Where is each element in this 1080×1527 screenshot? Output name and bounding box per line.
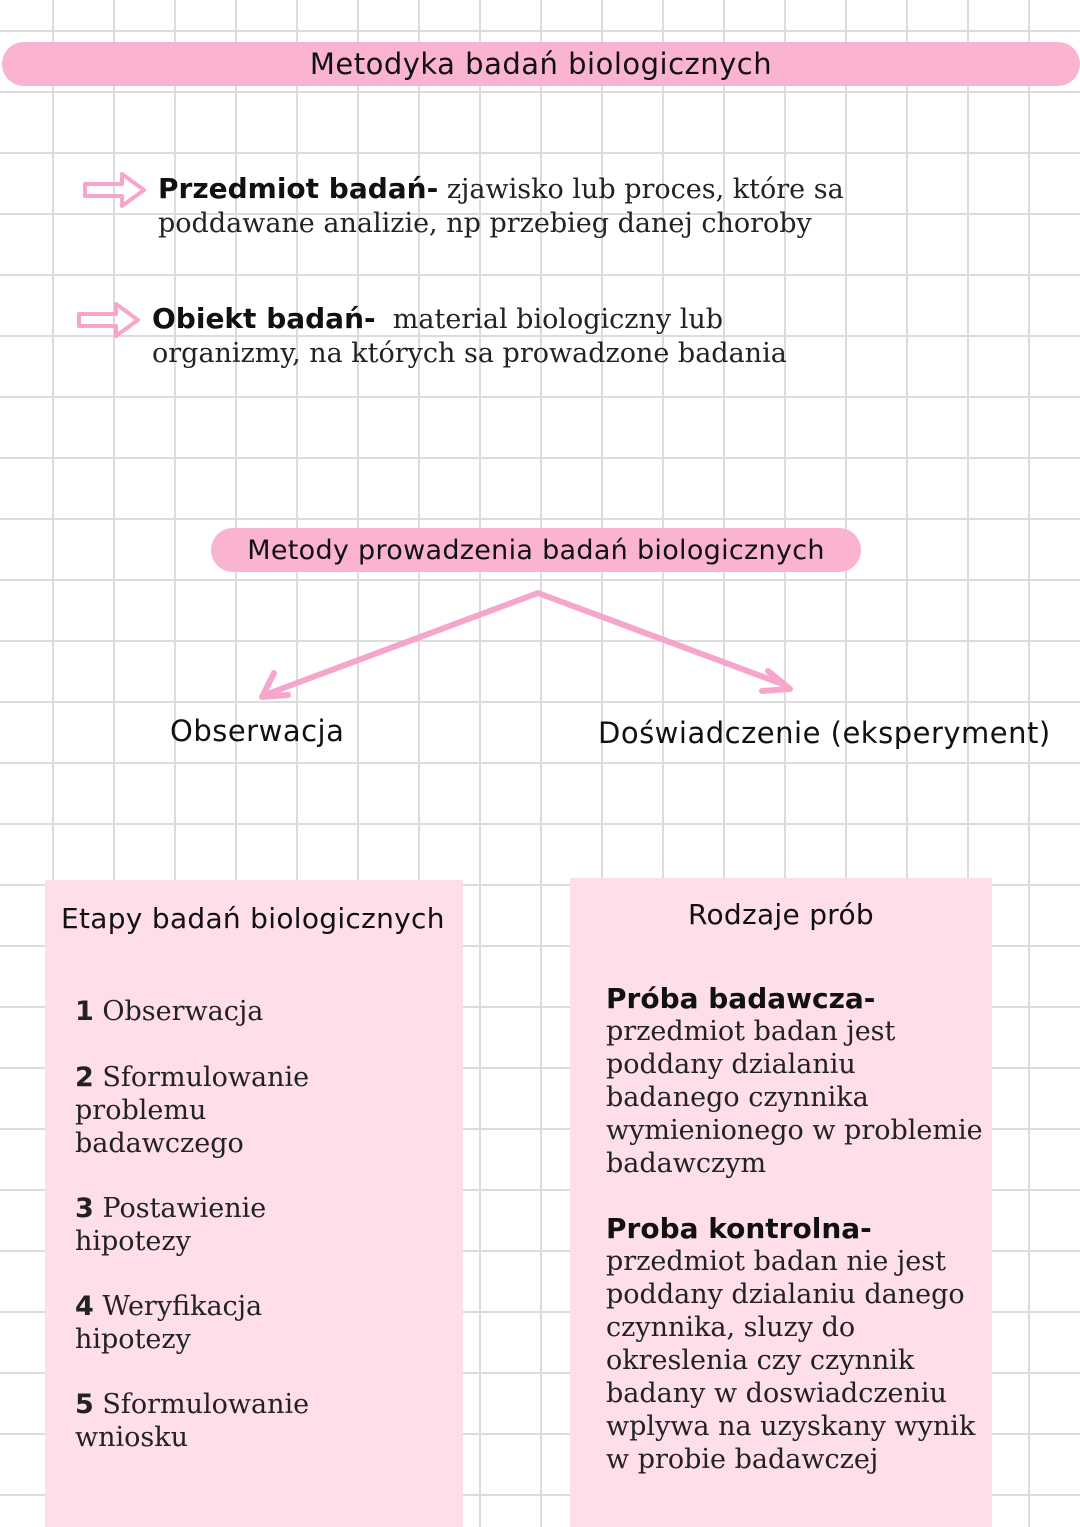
method-experiment: Doświadczenie (eksperyment) <box>598 716 1051 750</box>
trial-item <box>606 982 991 1180</box>
stage-item <box>75 1388 335 1454</box>
page-title <box>2 42 1080 86</box>
branch-arrows-icon <box>240 585 810 705</box>
trial-text: przedmiot badan nie jest poddany dzialaniu danego czynnika, sluzy do okreslenia czy czynnik badany w doswiadczeniu wplywa na uzyskany wynik w probie badawczej <box>606 1246 976 1475</box>
stage-text: Sformulowanie problemu badawczego <box>75 1062 310 1159</box>
stage-item <box>75 995 335 1028</box>
stage-text: Postawienie hipotezy <box>75 1193 267 1257</box>
trials-panel <box>570 878 992 1527</box>
stage-item <box>75 1290 335 1356</box>
right-arrow-icon <box>76 300 142 340</box>
definition-text: poddawane analizie, np przebieg danej choroby <box>158 208 812 239</box>
stage-item <box>75 1192 335 1258</box>
stage-number: 1 <box>75 996 94 1027</box>
stage-text: Obserwacja <box>102 996 264 1027</box>
definition-text: material biologiczny lub <box>392 304 724 335</box>
trial-text: przedmiot badan jest poddany dzialaniu badanego czynnika wymienionego w problemie badawczym <box>606 1016 983 1179</box>
definition-term: Przedmiot badań- <box>158 172 439 205</box>
definition-text: organizmy, na których sa prowadzone badania <box>152 338 787 369</box>
page-title-text: Metodyka badań biologicznych <box>309 47 773 81</box>
trial-term: Próba badawcza- <box>606 982 876 1015</box>
stage-number: 5 <box>75 1389 94 1420</box>
method-observation: Obserwacja <box>170 714 345 748</box>
stages-panel <box>45 880 463 1527</box>
stage-text: Weryfikacja hipotezy <box>75 1291 263 1355</box>
methods-title-text: Metody prowadzenia badań biologicznych <box>247 534 825 566</box>
stage-number: 2 <box>75 1062 94 1093</box>
stage-text: Sformulowanie wniosku <box>75 1389 310 1453</box>
right-arrow-icon <box>82 170 148 210</box>
stage-item <box>75 1061 335 1160</box>
trial-item <box>606 1212 991 1476</box>
trial-term: Proba kontrolna- <box>606 1212 872 1245</box>
stage-number: 4 <box>75 1291 94 1322</box>
definition-subject <box>158 172 1058 241</box>
stages-heading: Etapy badań biologicznych <box>61 902 445 935</box>
trials-heading: Rodzaje prób <box>687 898 875 931</box>
definition-text: zjawisko lub proces, które sa <box>446 174 844 205</box>
stage-number: 3 <box>75 1193 94 1224</box>
definition-term: Obiekt badań- <box>152 302 376 335</box>
definition-object <box>152 302 1052 371</box>
methods-title <box>211 528 861 572</box>
